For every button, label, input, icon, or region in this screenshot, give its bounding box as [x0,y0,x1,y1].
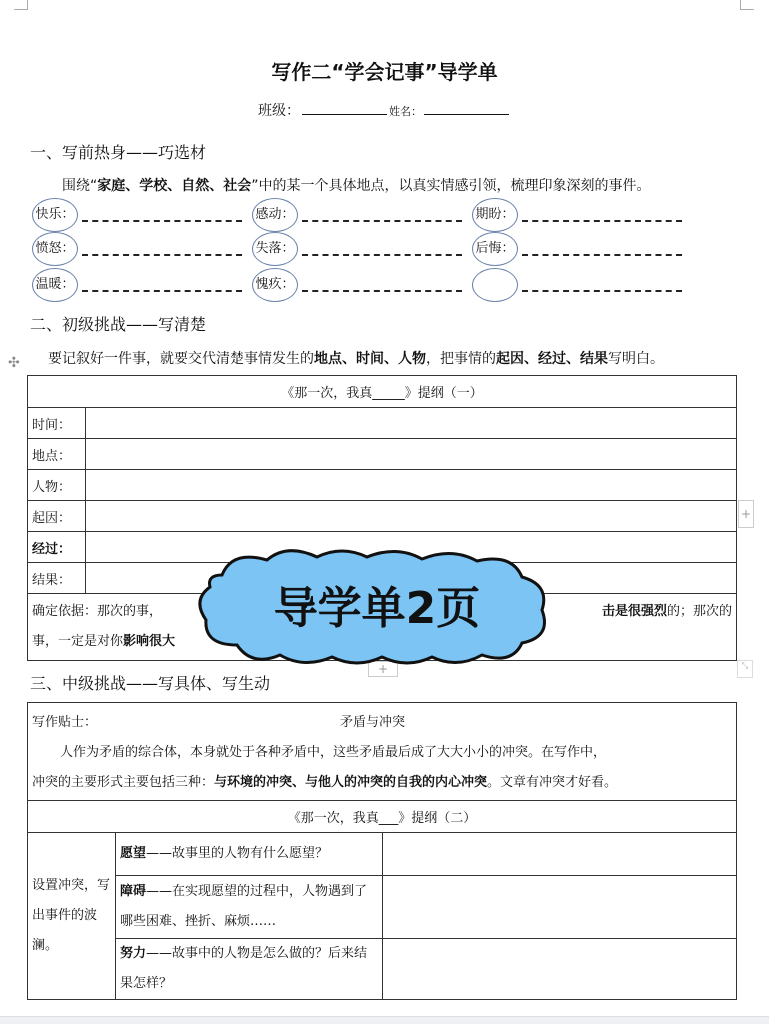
emotion-circle: 感动： [252,198,298,232]
emotion-item [35,234,242,264]
emotion-circle: 失落： [252,232,298,266]
emotion-circle: 快乐： [32,198,78,232]
tip-paragraph-1: 人作为矛盾的综合体，本身就处于各种矛盾中，这些矛盾最后成了大大小小的冲突。在写作中， [60,744,607,760]
section3-heading: 三、中级挑战——写具体、写生动 [30,674,271,693]
emotion-item [255,200,462,230]
add-column-button[interactable]: + [738,500,754,528]
tip-label: 写作贴士： [32,714,98,730]
answer-cell-effort[interactable] [383,939,737,1000]
name-label: 姓名： [389,105,422,118]
section1-heading: 一、写前热身——巧选材 [30,143,207,162]
row-label: 经过： [28,532,86,563]
section1-intro: 围绕“家庭、学校、自然、社会”中的某一个具体地点，以真实情感引领，梳理印象深刻的事件。 [62,178,651,194]
emotion-circle: 期盼： [472,198,518,232]
margin-mark [14,0,28,10]
outline-row [28,408,737,439]
emotion-item [490,270,682,300]
table1-title: 《那一次，我真_____》提纲（一） [28,376,737,408]
emotion-answer-line[interactable] [302,208,462,222]
emotion-answer-line[interactable] [522,278,682,292]
overlay-text: 导学单2页 [273,583,481,634]
writing-tip-cell [28,703,737,801]
emotion-item [475,200,682,230]
emotion-item [35,200,242,230]
row-input-cell[interactable] [86,501,737,532]
item-effort: 努力——故事中的人物是怎么做的？后来结果怎样？ [116,939,383,1000]
table-resize-handle-icon[interactable]: ⤡ [737,660,753,678]
emotion-item [255,270,462,300]
margin-mark [740,0,754,10]
page-title: 写作二“学会记事”导学单 [271,60,498,84]
emotion-answer-line[interactable] [302,278,462,292]
row-input-cell[interactable] [86,470,737,501]
emotion-answer-line[interactable] [522,208,682,222]
cloud-overlay [192,545,552,667]
add-row-button[interactable]: + [368,661,398,677]
name-field[interactable] [424,103,509,115]
table2-title: 《那一次，我真___》提纲（二） [28,801,737,833]
emotion-circle: 温暖： [32,268,78,302]
emotion-circle: 愧疚： [252,268,298,302]
item-obstacle: 障碍——在实现愿望的过程中，人物遇到了哪些困难、挫折、麻烦…… [116,876,383,939]
tip-title: 矛盾与冲突 [340,714,406,730]
answer-cell-wish[interactable] [383,833,737,876]
emotion-answer-line[interactable] [82,242,242,256]
student-info [0,100,769,120]
tip-paragraph-2: 冲突的主要形式主要包括三种：与环境的冲突、与他人的冲突的自我的内心冲突。文章有冲突才好看。 [32,774,618,790]
row-label: 结果： [28,563,86,594]
emotion-answer-line[interactable] [522,242,682,256]
emotion-item [255,234,462,264]
class-label: 班级： [258,103,300,119]
row-label: 人物： [28,470,86,501]
emotion-answer-line[interactable] [302,242,462,256]
answer-cell-obstacle[interactable] [383,876,737,939]
emotion-answer-line[interactable] [82,278,242,292]
emotion-answer-line[interactable] [82,208,242,222]
outline-table-2 [27,702,737,1000]
outline-row [28,439,737,470]
conflict-label-cell: 设置冲突，写出事件的波澜。 [28,833,116,1000]
row-label: 地点： [28,439,86,470]
row-input-cell[interactable] [86,439,737,470]
basis-line1-end: 击是很强烈的；那次的 [601,604,732,619]
emotion-item [475,234,682,264]
emotion-item [35,270,242,300]
row-label: 时间： [28,408,86,439]
class-field[interactable] [302,103,387,115]
row-label: 起因： [28,501,86,532]
emotion-circle: 后悔： [472,232,518,266]
page-bottom-edge [0,1016,769,1024]
outline-row [28,470,737,501]
section2-heading: 二、初级挑战——写清楚 [30,315,207,334]
basis-line1-start: 确定依据：那次的事， [32,604,163,619]
item-wish: 愿望——故事里的人物有什么愿望？ [116,833,383,876]
table-move-handle-icon[interactable]: ✣ [8,355,20,371]
row-input-cell[interactable] [86,408,737,439]
outline-row [28,501,737,532]
emotion-circle [472,268,518,302]
basis-line2-start: 事，一定是对你影响很大 [32,634,176,649]
emotion-circle: 愤怒： [32,232,78,266]
section2-intro: 要记叙好一件事，就要交代清楚事情发生的地点、时间、人物，把事情的起因、经过、结果写明白。 [48,351,664,367]
